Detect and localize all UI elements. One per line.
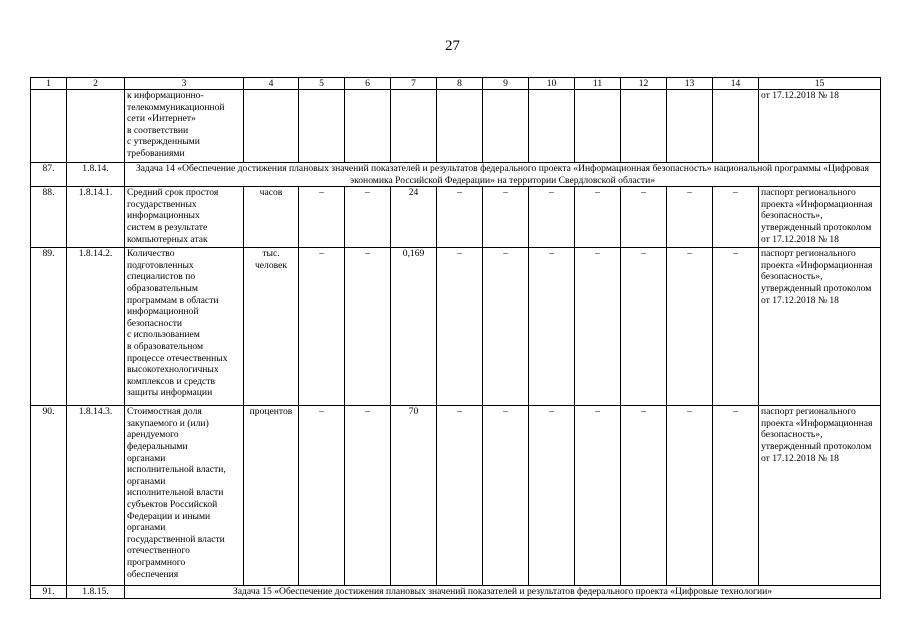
value-col-7: 0,169: [391, 248, 437, 406]
column-header: 5: [299, 78, 345, 90]
cell-empty: [437, 90, 483, 163]
cell-empty: [391, 90, 437, 163]
indicator-name: к информационно- телекоммуникационной сети «Интернет» в соответствии с утвержденными требованиями: [125, 90, 244, 163]
value-col-14: –: [713, 248, 759, 406]
value-col-8: –: [437, 248, 483, 406]
row-number: 89.: [31, 248, 67, 406]
column-header: 9: [483, 78, 529, 90]
task-title: Задача 14 «Обеспечение достижения плановых значений показателей и результатов федерального проекта «Информационная безопасность» национальной программы «Цифровая экономика Российской Федерации» на территории Свердловской области»: [125, 163, 881, 187]
source-document: от 17.12.2018 № 18: [759, 90, 881, 163]
value-col-12: –: [621, 248, 667, 406]
task-row-15: [31, 586, 881, 599]
column-number-row: [31, 78, 881, 90]
cell-empty: [244, 90, 299, 163]
value-col-5: –: [299, 187, 345, 248]
column-header: 6: [345, 78, 391, 90]
value-col-13: –: [667, 406, 713, 586]
source-document: паспорт регионального проекта «Информационная безопасность», утвержденный протоколом от 17.12.2018 № 18: [759, 248, 881, 406]
cell-empty: [345, 90, 391, 163]
value-col-5: –: [299, 248, 345, 406]
row-number: 87.: [31, 163, 67, 187]
value-col-7: 70: [391, 406, 437, 586]
column-header: 7: [391, 78, 437, 90]
indicator-row: [31, 187, 881, 248]
column-header: 13: [667, 78, 713, 90]
row-number: 88.: [31, 187, 67, 248]
value-col-11: –: [575, 248, 621, 406]
unit-cell: часов: [244, 187, 299, 248]
row-code: 1.8.14.2.: [67, 248, 125, 406]
value-col-8: –: [437, 187, 483, 248]
cell-empty: [31, 90, 67, 163]
value-col-11: –: [575, 187, 621, 248]
column-header: 11: [575, 78, 621, 90]
row-number: 90.: [31, 406, 67, 586]
value-col-13: –: [667, 248, 713, 406]
row-number: 91.: [31, 586, 67, 599]
value-col-14: –: [713, 187, 759, 248]
value-col-6: –: [345, 248, 391, 406]
value-col-8: –: [437, 406, 483, 586]
indicator-row: [31, 406, 881, 586]
value-col-12: –: [621, 406, 667, 586]
value-col-11: –: [575, 406, 621, 586]
column-header: 4: [244, 78, 299, 90]
value-col-10: –: [529, 248, 575, 406]
column-header: 3: [125, 78, 244, 90]
cell-empty: [667, 90, 713, 163]
cell-empty: [299, 90, 345, 163]
value-col-13: –: [667, 187, 713, 248]
unit-cell: тыс. человек: [244, 248, 299, 406]
indicator-row: [31, 248, 881, 406]
column-header: 15: [759, 78, 881, 90]
column-header: 12: [621, 78, 667, 90]
task-row-14: [31, 163, 881, 187]
indicator-name: Стоимостная доля закупаемого и (или) арендуемого федеральными органами исполнительной власти, органами исполнительной власти субъектов Российской Федерации и иными органами государственной власти отечественного программного обеспечения: [125, 406, 244, 586]
cell-empty: [621, 90, 667, 163]
value-col-9: –: [483, 248, 529, 406]
column-header: 8: [437, 78, 483, 90]
value-col-9: –: [483, 406, 529, 586]
indicator-name: Количество подготовленных специалистов по образовательным программам в области информационной безопасности с использованием в образовательном процессе отечественных высокотехнологичных комплексов и средств защиты информации: [125, 248, 244, 406]
value-col-5: –: [299, 406, 345, 586]
row-code: 1.8.14.3.: [67, 406, 125, 586]
source-document: паспорт регионального проекта «Информационная безопасность», утвержденный протоколом от 17.12.2018 № 18: [759, 406, 881, 586]
value-col-14: –: [713, 406, 759, 586]
unit-cell: процентов: [244, 406, 299, 586]
indicators-table: [30, 77, 881, 599]
cell-empty: [483, 90, 529, 163]
column-header: 2: [67, 78, 125, 90]
continuation-row: [31, 90, 881, 163]
page-number: 27: [445, 38, 460, 54]
row-code: 1.8.14.1.: [67, 187, 125, 248]
cell-empty: [713, 90, 759, 163]
value-col-6: –: [345, 187, 391, 248]
source-document: паспорт регионального проекта «Информационная безопасность», утвержденный протоколом от 17.12.2018 № 18: [759, 187, 881, 248]
column-header: 10: [529, 78, 575, 90]
indicator-name: Средний срок простоя государственных информационных систем в результате компьютерных атак: [125, 187, 244, 248]
row-code: 1.8.15.: [67, 586, 125, 599]
row-code: 1.8.14.: [67, 163, 125, 187]
value-col-10: –: [529, 406, 575, 586]
value-col-9: –: [483, 187, 529, 248]
column-header: 1: [31, 78, 67, 90]
cell-empty: [575, 90, 621, 163]
column-header: 14: [713, 78, 759, 90]
value-col-6: –: [345, 406, 391, 586]
value-col-7: 24: [391, 187, 437, 248]
task-title: Задача 15 «Обеспечение достижения плановых значений показателей и результатов федерального проекта «Цифровые технологии»: [125, 586, 881, 599]
value-col-10: –: [529, 187, 575, 248]
cell-empty: [529, 90, 575, 163]
cell-empty: [67, 90, 125, 163]
value-col-12: –: [621, 187, 667, 248]
